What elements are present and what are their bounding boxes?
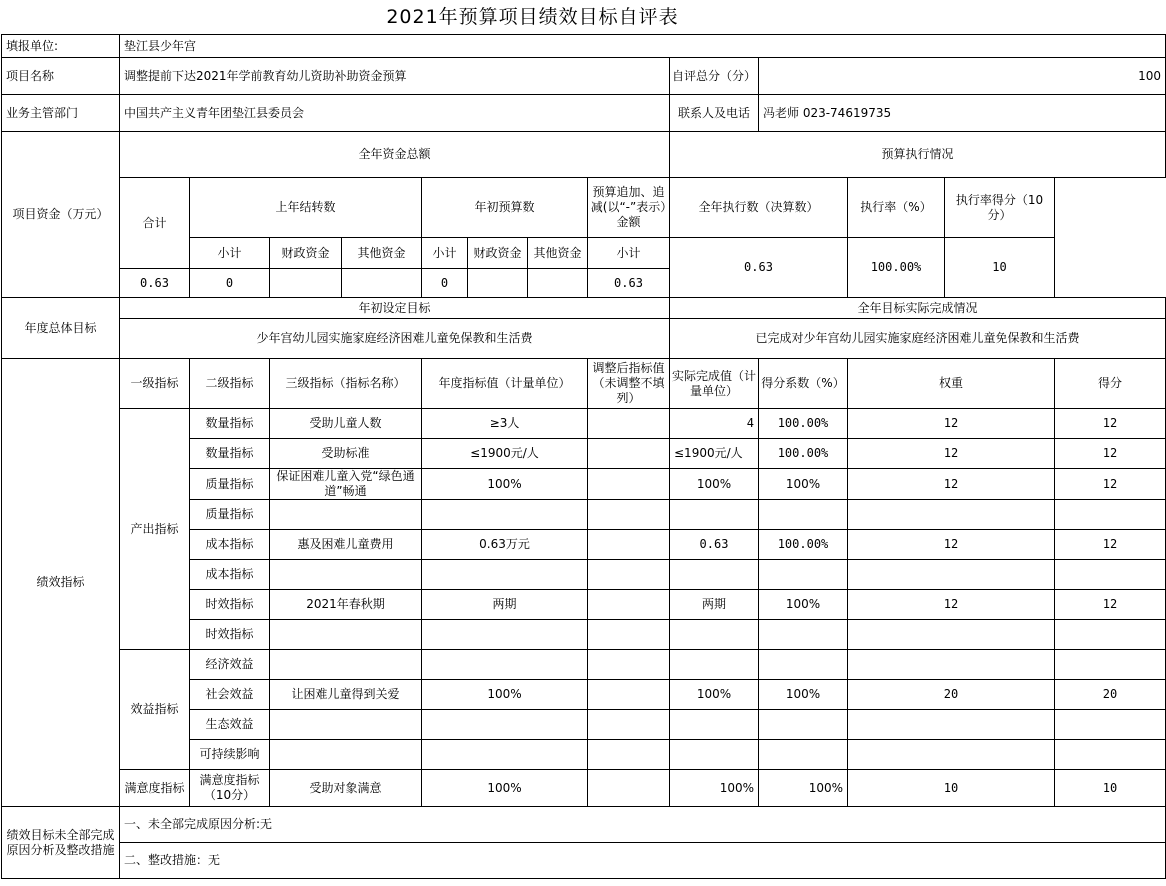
row-l3 xyxy=(270,500,422,530)
row-coef: 100.00% xyxy=(759,409,848,439)
actual-goal-header: 全年目标实际完成情况 xyxy=(670,298,1166,319)
row-actual xyxy=(670,560,759,590)
dept-value: 中国共产主义青年团垫江县委员会 xyxy=(120,95,670,132)
funds-initial-header: 年初预算数 xyxy=(422,178,588,238)
perf-section-label: 绩效指标 xyxy=(2,359,120,807)
row-score: 12 xyxy=(1055,469,1166,500)
row-score xyxy=(1055,560,1166,590)
row-weight xyxy=(848,500,1055,530)
row-target: 100% xyxy=(422,469,588,500)
perf-header-target: 年度指标值（计量单位） xyxy=(422,359,588,409)
row-actual: 100% xyxy=(670,680,759,710)
row-coef: 100% xyxy=(759,469,848,500)
row-l3: 2021年春秋期 xyxy=(270,590,422,620)
row-actual xyxy=(670,740,759,770)
perf-header-actual: 实际完成值（计量单位） xyxy=(670,359,759,409)
row-actual xyxy=(670,710,759,740)
row-l3: 受助标准 xyxy=(270,439,422,469)
perf-header-adjusted: 调整后指标值（未调整不填列） xyxy=(588,359,670,409)
row-adjusted xyxy=(588,469,670,500)
group-output: 产出指标 xyxy=(120,409,190,650)
row-target: ≤1900元/人 xyxy=(422,439,588,469)
row-score: 20 xyxy=(1055,680,1166,710)
row-l2: 时效指标 xyxy=(190,620,270,650)
init-fiscal-header: 财政资金 xyxy=(468,238,528,269)
row-adjusted xyxy=(588,409,670,439)
footer-reason: 一、未全部完成原因分析:无 xyxy=(120,807,1166,843)
init-fiscal-value xyxy=(468,269,528,298)
row-l2: 数量指标 xyxy=(190,409,270,439)
row-actual xyxy=(670,620,759,650)
row-l2: 社会效益 xyxy=(190,680,270,710)
row-weight xyxy=(848,740,1055,770)
actual-goal-text: 已完成对少年宫幼儿园实施家庭经济困难儿童免保教和生活费 xyxy=(670,319,1166,359)
initial-goal-header: 年初设定目标 xyxy=(120,298,670,319)
funds-carryover-header: 上年结转数 xyxy=(190,178,422,238)
row-adjusted xyxy=(588,620,670,650)
row-weight: 12 xyxy=(848,409,1055,439)
row-l3 xyxy=(270,650,422,680)
row-actual: ≤1900元/人 xyxy=(670,439,759,469)
row-l3 xyxy=(270,560,422,590)
perf-header-score: 得分 xyxy=(1055,359,1166,409)
row-adjusted xyxy=(588,770,670,807)
row-weight: 10 xyxy=(848,770,1055,807)
row-coef xyxy=(759,620,848,650)
init-other-header: 其他资金 xyxy=(528,238,588,269)
row-weight: 12 xyxy=(848,469,1055,500)
contact-value: 冯老师 023-74619735 xyxy=(759,95,1166,132)
row-actual: 两期 xyxy=(670,590,759,620)
row-target xyxy=(422,740,588,770)
row-coef: 100.00% xyxy=(759,530,848,560)
row-l3 xyxy=(270,620,422,650)
funds-exec-rate-header: 执行率（%） xyxy=(848,178,945,238)
row-weight xyxy=(848,560,1055,590)
score-label: 自评总分（分） xyxy=(670,58,759,95)
group-satisfaction: 满意度指标 xyxy=(120,770,190,807)
total-value: 0.63 xyxy=(120,269,190,298)
initial-goal-text: 少年宫幼儿园实施家庭经济困难儿童免保教和生活费 xyxy=(120,319,670,359)
carry-other-value xyxy=(342,269,422,298)
row-l3 xyxy=(270,710,422,740)
carry-fiscal-value xyxy=(270,269,342,298)
footer-measures: 二、整改措施：无 xyxy=(120,843,1166,879)
adjust-subtotal-header: 小计 xyxy=(588,238,670,269)
row-weight xyxy=(848,710,1055,740)
row-score: 12 xyxy=(1055,590,1166,620)
row-l3: 让困难儿童得到关爱 xyxy=(270,680,422,710)
row-adjusted xyxy=(588,680,670,710)
row-l3: 保证困难儿童入党“绿色通道”畅通 xyxy=(270,469,422,500)
row-target xyxy=(422,650,588,680)
row-adjusted xyxy=(588,500,670,530)
init-subtotal-value: 0 xyxy=(422,269,468,298)
row-l3: 受助儿童人数 xyxy=(270,409,422,439)
row-coef: 100% xyxy=(759,590,848,620)
row-actual xyxy=(670,500,759,530)
row-l2: 时效指标 xyxy=(190,590,270,620)
row-score xyxy=(1055,500,1166,530)
project-label: 项目名称 xyxy=(2,58,120,95)
row-adjusted xyxy=(588,530,670,560)
row-coef xyxy=(759,650,848,680)
footer-label: 绩效目标未全部完成原因分析及整改措施 xyxy=(2,807,120,879)
row-score: 12 xyxy=(1055,530,1166,560)
perf-header-l2: 二级指标 xyxy=(190,359,270,409)
row-score xyxy=(1055,620,1166,650)
perf-header-l3: 三级指标（指标名称） xyxy=(270,359,422,409)
row-l2: 生态效益 xyxy=(190,710,270,740)
row-l2: 经济效益 xyxy=(190,650,270,680)
project-value: 调整提前下达2021年学前教育幼儿资助补助资金预算 xyxy=(120,58,670,95)
row-actual: 100% xyxy=(670,469,759,500)
group-benefit: 效益指标 xyxy=(120,650,190,770)
row-score: 12 xyxy=(1055,439,1166,469)
row-l2: 可持续影响 xyxy=(190,740,270,770)
row-adjusted xyxy=(588,439,670,469)
perf-header-l1: 一级指标 xyxy=(120,359,190,409)
row-weight xyxy=(848,650,1055,680)
row-coef: 100% xyxy=(759,680,848,710)
row-adjusted xyxy=(588,560,670,590)
row-actual xyxy=(670,650,759,680)
exec-rate-value: 100.00% xyxy=(848,238,945,298)
carry-subtotal-header: 小计 xyxy=(190,238,270,269)
row-adjusted xyxy=(588,590,670,620)
row-coef xyxy=(759,560,848,590)
row-adjusted xyxy=(588,710,670,740)
evaluation-table xyxy=(1,34,1166,879)
row-actual: 0.63 xyxy=(670,530,759,560)
row-target: 100% xyxy=(422,770,588,807)
funds-adjust-header: 预算追加、追减(以“-”表示）金额 xyxy=(588,178,670,238)
exec-amount-value: 0.63 xyxy=(670,238,848,298)
funds-exec-score-header: 执行率得分（10分） xyxy=(945,178,1055,238)
row-target: 0.63万元 xyxy=(422,530,588,560)
carry-other-header: 其他资金 xyxy=(342,238,422,269)
row-score xyxy=(1055,710,1166,740)
row-adjusted xyxy=(588,740,670,770)
row-weight: 12 xyxy=(848,439,1055,469)
row-l3: 受助对象满意 xyxy=(270,770,422,807)
funds-exec-amount-header: 全年执行数（决算数） xyxy=(670,178,848,238)
init-subtotal-header: 小计 xyxy=(422,238,468,269)
row-target xyxy=(422,500,588,530)
row-weight: 12 xyxy=(848,590,1055,620)
row-target xyxy=(422,710,588,740)
row-target xyxy=(422,560,588,590)
row-l2: 满意度指标（10分） xyxy=(190,770,270,807)
row-target: 100% xyxy=(422,680,588,710)
carry-fiscal-header: 财政资金 xyxy=(270,238,342,269)
row-target: 两期 xyxy=(422,590,588,620)
init-other-value xyxy=(528,269,588,298)
page-title: 2021年预算项目绩效目标自评表 xyxy=(386,6,679,28)
row-score: 12 xyxy=(1055,409,1166,439)
unit-label: 填报单位: xyxy=(2,35,120,58)
row-weight: 20 xyxy=(848,680,1055,710)
row-coef xyxy=(759,740,848,770)
row-l2: 质量指标 xyxy=(190,469,270,500)
funds-exec-status-header: 预算执行情况 xyxy=(670,132,1166,178)
row-score xyxy=(1055,650,1166,680)
row-coef xyxy=(759,500,848,530)
row-weight xyxy=(848,620,1055,650)
row-coef: 100% xyxy=(759,770,848,807)
exec-score-value: 10 xyxy=(945,238,1055,298)
row-score: 10 xyxy=(1055,770,1166,807)
score-value: 100 xyxy=(759,58,1166,95)
funds-section-label: 项目资金（万元） xyxy=(2,132,120,298)
row-l3: 惠及困难儿童费用 xyxy=(270,530,422,560)
row-actual: 100% xyxy=(670,770,759,807)
adjust-value: 0.63 xyxy=(588,269,670,298)
contact-label: 联系人及电话 xyxy=(670,95,759,132)
row-l2: 成本指标 xyxy=(190,560,270,590)
perf-header-weight: 权重 xyxy=(848,359,1055,409)
row-coef: 100.00% xyxy=(759,439,848,469)
row-adjusted xyxy=(588,650,670,680)
row-l2: 数量指标 xyxy=(190,439,270,469)
unit-value: 垫江县少年宫 xyxy=(120,35,1166,58)
row-target: ≥3人 xyxy=(422,409,588,439)
row-l2: 成本指标 xyxy=(190,530,270,560)
row-coef xyxy=(759,710,848,740)
dept-label: 业务主管部门 xyxy=(2,95,120,132)
row-score xyxy=(1055,740,1166,770)
row-weight: 12 xyxy=(848,530,1055,560)
row-l2: 质量指标 xyxy=(190,500,270,530)
perf-header-coef: 得分系数（%） xyxy=(759,359,848,409)
annual-goal-label: 年度总体目标 xyxy=(2,298,120,359)
row-actual: 4 xyxy=(670,409,759,439)
funds-total-header: 合计 xyxy=(120,178,190,269)
carry-subtotal-value: 0 xyxy=(190,269,270,298)
row-l3 xyxy=(270,740,422,770)
row-target xyxy=(422,620,588,650)
funds-total-annual-header: 全年资金总额 xyxy=(120,132,670,178)
